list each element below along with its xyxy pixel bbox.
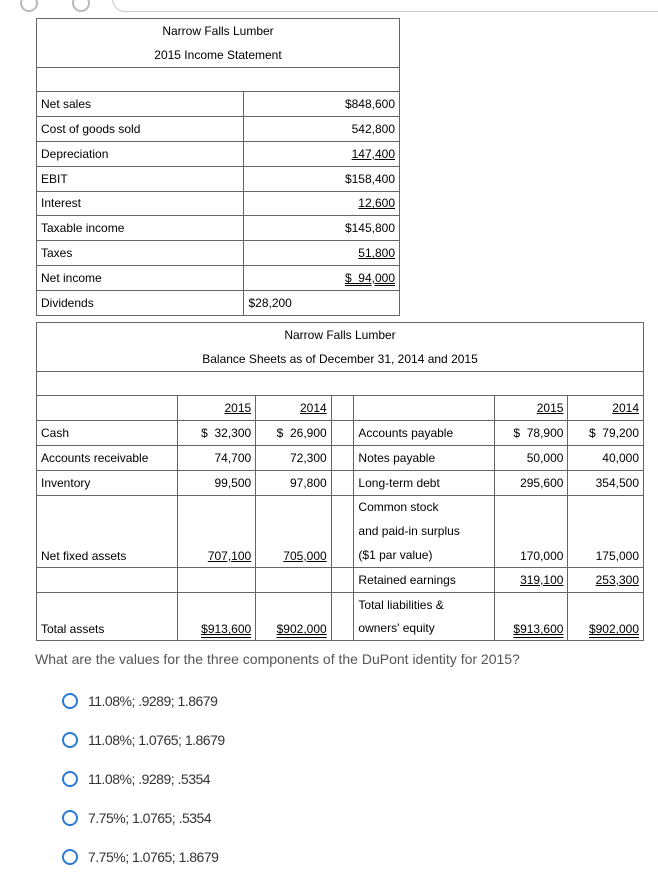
option-label: 11.08%; .9289; 1.8679 — [88, 693, 218, 709]
option-label: 11.08%; 1.0765; 1.8679 — [88, 732, 225, 748]
row-label: EBIT — [37, 166, 244, 191]
row-label: Dividends — [37, 290, 244, 315]
option-label: 7.75%; 1.0765; 1.8679 — [88, 849, 219, 865]
balance-title: Balance Sheets as of December 31, 2014 and 2015 — [37, 347, 644, 371]
income-statement-table — [36, 18, 400, 316]
table-row — [37, 216, 400, 241]
answer-option-1[interactable] — [62, 693, 217, 709]
option-label: 11.08%; .9289; .5354 — [88, 771, 211, 787]
option-label: 7.75%; 1.0765; .5354 — [88, 810, 212, 826]
income-company: Narrow Falls Lumber — [37, 19, 400, 43]
table-row: Retained earnings 319,100 253,300 — [37, 567, 644, 592]
browser-top-edge — [0, 0, 658, 12]
blank-row — [37, 371, 644, 396]
row-value: 542,800 — [351, 122, 395, 137]
blank-row — [37, 67, 400, 92]
circle-icon — [72, 0, 90, 12]
radio-button-icon[interactable] — [62, 810, 78, 826]
year-2015-header: 2015 — [536, 401, 564, 416]
row-value: 147,400 — [351, 146, 395, 161]
year-2014-header: 2014 — [299, 401, 327, 416]
row-value: $145,800 — [344, 221, 395, 236]
row-value: 51,800 — [358, 246, 395, 261]
income-title: 2015 Income Statement — [37, 43, 400, 67]
table-row: Inventory 99,500 97,800 Long-term debt 295,600 354,500 — [37, 470, 644, 495]
row-value: $28,200 — [244, 290, 400, 315]
radio-button-icon[interactable] — [62, 732, 78, 748]
address-bar-edge — [112, 0, 658, 12]
table-row: Net fixed assets 707,100 705,000 Common stock 170,000 175,000 — [37, 495, 644, 519]
table-row: Total assets $913,600 $902,000 Total liabilities & $913,600 $902,000 — [37, 592, 644, 616]
row-label: Cost of goods sold — [37, 117, 244, 142]
year-2015-header: 2015 — [224, 401, 252, 416]
table-row — [37, 166, 400, 191]
row-value: $ 94,000 — [344, 270, 395, 285]
row-label: Net income — [37, 265, 244, 290]
balance-company: Narrow Falls Lumber — [37, 323, 644, 347]
table-row: Accounts receivable 74,700 72,300 Notes payable 50,000 40,000 — [37, 445, 644, 470]
table-row — [37, 241, 400, 266]
year-2014-header: 2014 — [612, 401, 639, 416]
radio-button-icon[interactable] — [62, 849, 78, 865]
row-value: $158,400 — [344, 171, 395, 186]
circle-icon — [20, 0, 38, 12]
answer-option-5[interactable] — [62, 849, 218, 865]
year-header-row — [37, 396, 644, 421]
row-value: $848,600 — [344, 97, 395, 112]
table-row — [37, 290, 400, 315]
table-row: Cash $ 32,300 $ 26,900 Accounts payable $ 78,900 $ 79,200 — [37, 421, 644, 446]
table-row — [37, 141, 400, 166]
question-text: What are the values for the three components of the DuPont identity for 2015? — [35, 651, 520, 667]
table-row — [37, 265, 400, 290]
row-label: Interest — [37, 191, 244, 216]
answer-option-3[interactable] — [62, 771, 210, 787]
radio-button-icon[interactable] — [62, 693, 78, 709]
row-label: Depreciation — [37, 141, 244, 166]
table-row — [37, 92, 400, 117]
row-value: 12,600 — [358, 196, 395, 211]
row-label: Taxes — [37, 241, 244, 266]
answer-option-4[interactable] — [62, 810, 211, 826]
balance-sheet-table: Narrow Falls Lumber Balance Sheets as of December 31, 2014 and 2015 2015 2014 2015 2014 Cash $ 32,300 $ 26,900 Accounts payable $ 78,900 $ 79,200 Accounts receivable 74,700 72,300 Notes payable 50,000 40,000 Inventory 99,500 97,800 Long-term debt 295,600 354,500 Net fixed assets 707,100 705,000 Common stock 170,000 175,000 and paid-in surplus ($1 par value) Retained earnings 319,100 253,300 Total assets $913,600 $902,000 Total liabilities & $913,600 $902,000 owners' equity — [36, 322, 644, 641]
radio-button-icon[interactable] — [62, 771, 78, 787]
table-row — [37, 117, 400, 142]
row-label: Net sales — [37, 92, 244, 117]
table-row — [37, 191, 400, 216]
answer-option-2[interactable] — [62, 732, 225, 748]
row-label: Taxable income — [37, 216, 244, 241]
